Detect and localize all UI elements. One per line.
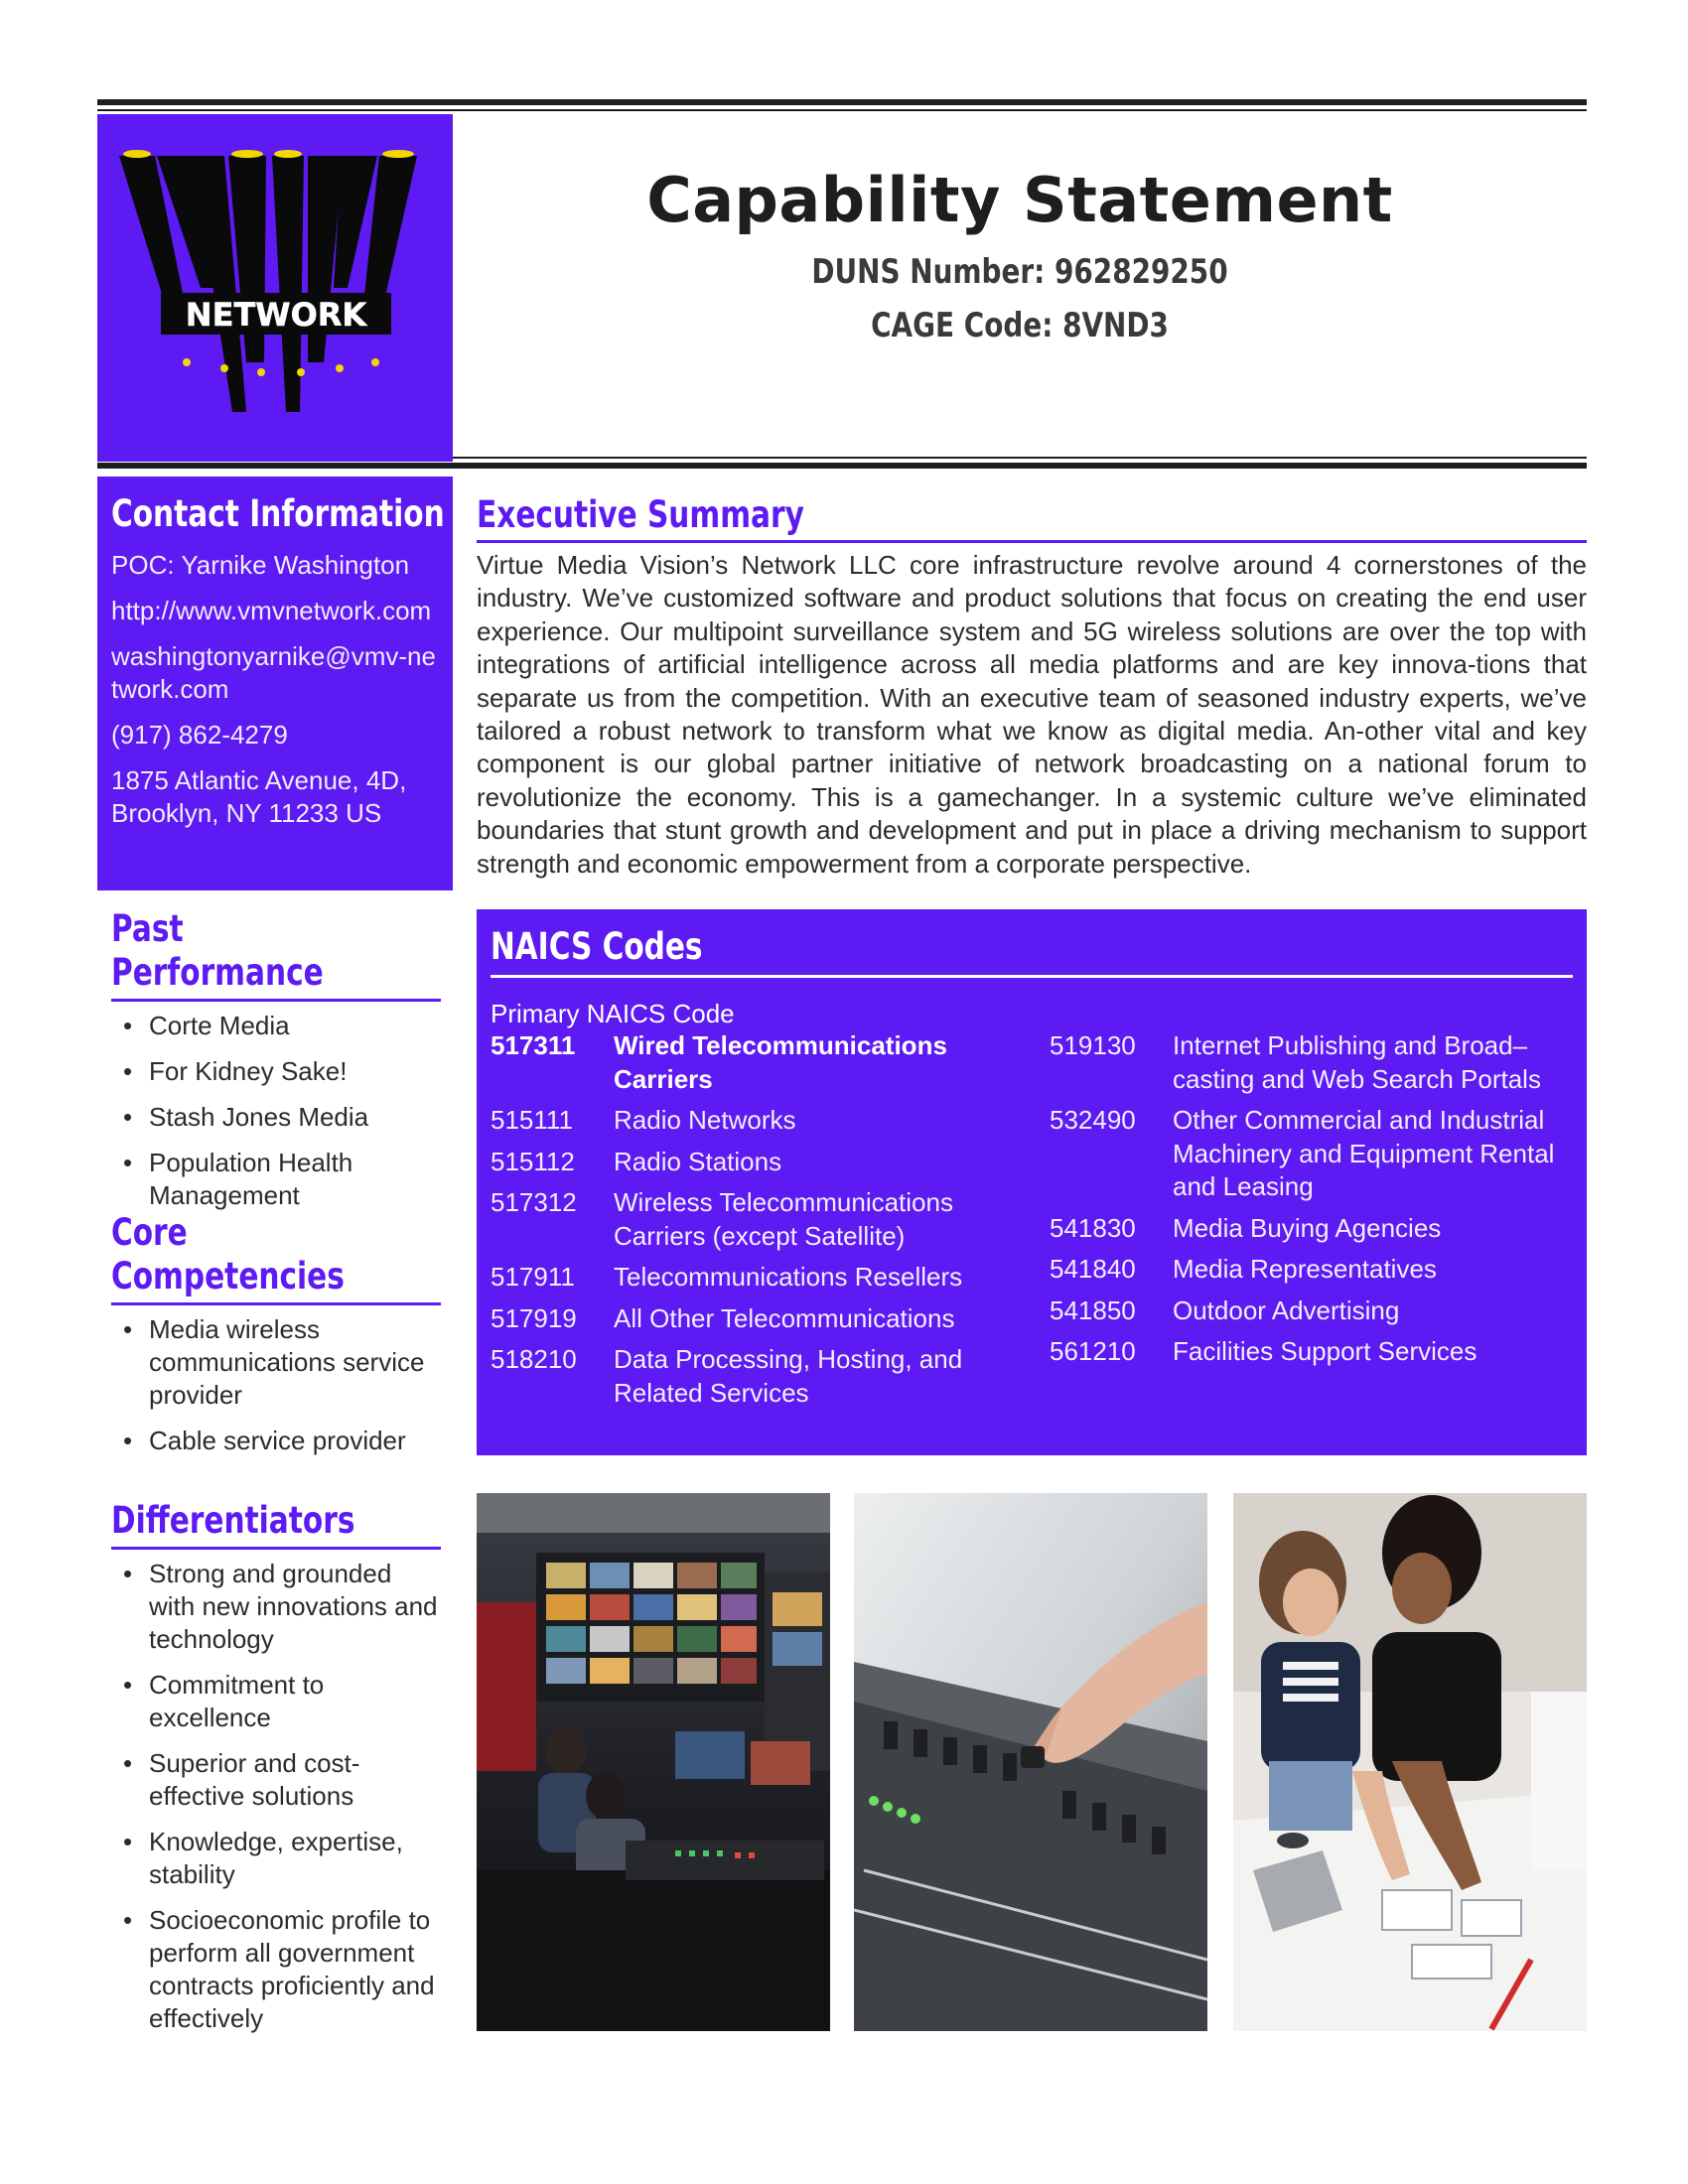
photo-team-collaboration: [1233, 1493, 1587, 2031]
photo-control-room: [477, 1493, 830, 2031]
naics-row: [1050, 1029, 1586, 1096]
naics-description: All Other Telecommunications: [614, 1302, 955, 1333]
naics-row: [491, 1261, 1017, 1295]
naics-row-primary: [491, 1029, 1017, 1096]
photo-mixing-console: [854, 1493, 1207, 2031]
list-item: • Media wireless communications service provider: [111, 1313, 441, 1412]
naics-code: 561210: [1050, 1336, 1136, 1366]
naics-description: Radio Networks: [614, 1105, 796, 1135]
list-item: • Knowledge, expertise, stability: [111, 1826, 441, 1891]
section-divider: [111, 999, 441, 1002]
naics-code: 517919: [491, 1302, 577, 1333]
naics-row: [491, 1146, 1017, 1179]
top-rule-thin: [97, 109, 1587, 111]
contact-poc: POC: Yarnike Washington: [111, 550, 410, 580]
list-item: • Stash Jones Media: [111, 1101, 441, 1134]
logo-network-text: NETWORK: [185, 296, 367, 334]
naics-row: [491, 1302, 1017, 1336]
list-item: • Population Health Management: [111, 1147, 441, 1212]
top-rule-thick: [97, 99, 1587, 105]
section-divider: [491, 975, 1573, 978]
naics-description: Wired Telecommunications Carriers: [614, 1030, 947, 1094]
executive-summary-title: Executive Summary: [477, 493, 804, 536]
naics-row: [1050, 1253, 1586, 1287]
list-item: • Strong and grounded with new innovations and technology: [111, 1558, 441, 1656]
naics-row: [1050, 1212, 1586, 1246]
naics-code: 541840: [1050, 1254, 1136, 1284]
past-performance-title: Past Performance: [111, 907, 324, 994]
duns-number: DUNS Number: 962829250: [811, 252, 1228, 292]
list-item: • Corte Media: [111, 1010, 441, 1042]
past-performance-section: [111, 907, 441, 1225]
address-line-2: Brooklyn, NY 11233 US: [111, 798, 382, 828]
executive-summary-body: Virtue Media Vision’s Network LLC core infrastructure revolve around 4 cornerstones of the industry. We’ve customized software and product solutions that focus on creating the end user experience. Our multipoint surveillance system and 5G wireless solutions are over the top with integrations of artificial intelligence across all media platforms and are key innova-tions that separate us from the competition. With an executive team of seasoned industry experts, we’ve tailored a robust network to transform what we know as digital media. An-other vital and key component is our global partner initiative of network broadcasting on a national forum to revolutionize the economy. This is a gamechanger. In a systemic culture we’ve eliminated boundaries that stunt growth and development and put in place a driving mechanism to support strength and economic empowerment from a corporate perspective.: [477, 550, 1587, 879]
naics-code: 541830: [1050, 1212, 1136, 1243]
naics-code: 517311: [491, 1030, 576, 1060]
naics-column-right: [1050, 1029, 1586, 1377]
naics-description: Internet Publishing and Broad–casting and Web Search Portals: [1173, 1030, 1541, 1094]
naics-code: 541850: [1050, 1295, 1136, 1325]
naics-description: Facilities Support Services: [1173, 1336, 1477, 1366]
naics-code: 519130: [1050, 1030, 1136, 1060]
contact-title: Contact Information: [111, 492, 445, 535]
differentiators-section: [111, 1499, 441, 2048]
section-divider: [111, 1547, 441, 1550]
naics-code: 517312: [491, 1187, 577, 1217]
naics-column-left: [491, 1029, 1017, 1418]
executive-summary-section: [477, 493, 1587, 881]
company-logo: [97, 114, 453, 462]
naics-row: [491, 1343, 1017, 1410]
cage-code: CAGE Code: 8VND3: [871, 306, 1169, 345]
contact-information: [97, 477, 453, 890]
section-divider: [111, 1302, 441, 1305]
naics-code: 517911: [491, 1262, 575, 1292]
naics-code: 518210: [491, 1344, 577, 1374]
contact-email-link[interactable]: washingtonyarnike@vmv-network.com: [111, 641, 436, 704]
naics-row: [491, 1186, 1017, 1253]
differentiators-title: Differentiators: [111, 1499, 355, 1542]
list-item: • Cable service provider: [111, 1425, 441, 1457]
page-title: Capability Statement: [646, 164, 1393, 236]
contact-address: [111, 764, 439, 830]
section-divider: [477, 540, 1587, 543]
naics-description: Telecommunications Resellers: [614, 1262, 963, 1292]
core-competencies-title: Core Competencies: [111, 1211, 345, 1297]
naics-description: Radio Stations: [614, 1146, 782, 1176]
naics-description: Media Representatives: [1173, 1254, 1437, 1284]
list-item: • Socioeconomic profile to perform all government contracts proficiently and effectively: [111, 1904, 441, 2035]
primary-naics-label: Primary NAICS Code: [491, 999, 735, 1028]
list-item: • Commitment to excellence: [111, 1669, 441, 1734]
title-block: [453, 114, 1587, 462]
naics-description: Other Commercial and Industrial Machinery and Equipment Rental and Leasing: [1173, 1105, 1555, 1201]
naics-row: [1050, 1295, 1586, 1328]
naics-title: NAICS Codes: [491, 925, 703, 968]
naics-description: Outdoor Advertising: [1173, 1295, 1400, 1325]
naics-row: [1050, 1104, 1586, 1204]
past-performance-list: [111, 1010, 441, 1212]
naics-row: [1050, 1335, 1586, 1369]
list-item: • Superior and cost-effective solutions: [111, 1747, 441, 1813]
address-line-1: 1875 Atlantic Avenue, 4D,: [111, 765, 407, 795]
contact-website-link[interactable]: http://www.vmvnetwork.com: [111, 596, 432, 625]
naics-description: Wireless Telecommunications Carriers (except Satellite): [614, 1187, 953, 1251]
differentiators-list: [111, 1558, 441, 2035]
core-competencies-section: [111, 1211, 441, 1470]
header-rule-thick: [97, 463, 1587, 469]
core-competencies-list: [111, 1313, 441, 1457]
naics-description: Media Buying Agencies: [1173, 1212, 1442, 1243]
naics-code: 515112: [491, 1146, 575, 1176]
naics-codes-section: [477, 909, 1587, 1455]
naics-description: Data Processing, Hosting, and Related Services: [614, 1344, 963, 1408]
naics-code: 532490: [1050, 1105, 1136, 1135]
naics-code: 515111: [491, 1105, 573, 1135]
naics-row: [491, 1104, 1017, 1138]
list-item: • For Kidney Sake!: [111, 1055, 441, 1088]
contact-phone: (917) 862-4279: [111, 720, 288, 750]
